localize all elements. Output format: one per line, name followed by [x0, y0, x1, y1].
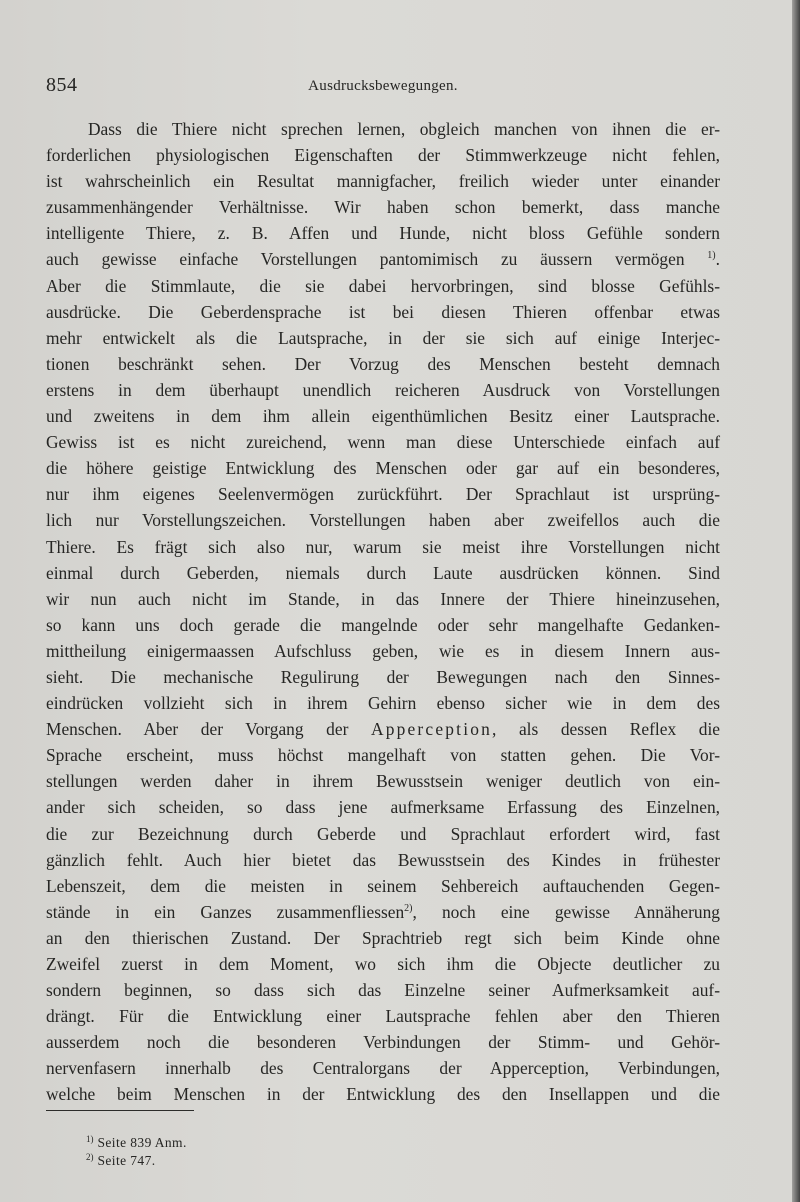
text-line: tionen beschränkt sehen. Der Vorzug des Menschen besteht demnach: [46, 353, 720, 374]
body-text: [46, 116, 720, 1108]
text-line: sondern beginnen, so dass sich das Einzelne seiner Aufmerksamkeit auf-: [46, 980, 720, 1001]
text-line: nervenfasern innerhalb des Centralorgans der Apperception, Verbindungen,: [46, 1058, 720, 1079]
text-line: einmal durch Geberden, niemals durch Laute ausdrücken können. Sind: [46, 562, 720, 583]
text-segment: , noch eine gewisse Annäherung: [412, 901, 720, 922]
text-line: gänzlich fehlt. Auch hier bietet das Bewusstsein des Kindes in frühester: [46, 849, 720, 870]
text-line: mehr entwickelt als die Lautsprache, in der sie sich auf einige Interjec-: [46, 327, 720, 348]
text-line: erstens in dem überhaupt unendlich reicheren Ausdruck von Vorstellungen: [46, 379, 720, 400]
text-line: wir nun auch nicht im Stande, in das Innere der Thiere hineinzusehen,: [46, 588, 720, 609]
footnote-text: Seite 839 Anm.: [97, 1135, 187, 1150]
text-line: Thiere. Es frägt sich also nur, warum sie meist ihre Vorstellungen nicht: [46, 536, 720, 557]
text-line: an den thierischen Zustand. Der Sprachtrieb regt sich beim Kinde ohne: [46, 927, 720, 948]
text-line: die höhere geistige Entwicklung des Menschen oder gar auf ein besonderes,: [46, 458, 720, 479]
text-line: Aber die Stimmlaute, die sie dabei hervorbringen, sind blosse Gefühls-: [46, 275, 720, 296]
text-segment: Menschen. Aber der Vorgang der: [46, 719, 349, 740]
text-line: forderlichen physiologischen Eigenschaften der Stimmwerkzeuge nicht fehlen,: [46, 145, 720, 166]
text-line: eindrücken vollzieht sich in ihrem Gehirn ebenso sicher wie in dem des: [46, 693, 720, 714]
text-line: sieht. Die mechanische Regulirung der Bewegungen nach den Sinnes-: [46, 666, 720, 687]
footnotes: [86, 1130, 187, 1166]
text-line: intelligente Thiere, z. B. Affen und Hunde, nicht bloss Gefühle sondern: [46, 223, 720, 244]
footnote-mark: 2): [86, 1152, 94, 1162]
text-line: nur ihm eigenes Seelenvermögen zurückführt. Der Sprachlaut ist ursprüng-: [46, 484, 720, 505]
text-line: Zweifel zuerst in dem Moment, wo sich ihm die Objecte deutlicher zu: [46, 954, 720, 974]
running-head: Ausdrucksbewegungen.: [308, 78, 458, 94]
footnote-divider: [46, 1110, 194, 1111]
text-segment: stände in ein Ganzes zusammenfliessen: [46, 901, 405, 922]
text-line: welche beim Menschen in der Entwicklung des den Insellappen und die: [46, 1084, 720, 1105]
footnote: [86, 1130, 187, 1148]
page-header: [46, 74, 720, 100]
text-line: ausdrücke. Die Geberdensprache ist bei diesen Thieren offenbar etwas: [46, 301, 720, 322]
text-line: Gewiss ist es nicht zureichend, wenn man diese Unterschiede einfach auf: [46, 432, 720, 453]
text-segment: auch gewisse einfache Vorstellungen pantomimisch zu äussern vermögen: [46, 249, 685, 270]
emphasis-apperception: Apperception: [370, 719, 493, 740]
text-line: zusammenhängender Verhältnisse. Wir haben schon bemerkt, dass manche: [46, 197, 720, 218]
text-line: und zweitens in dem ihm allein eigenthümlichen Besitz einer Lautsprache.: [46, 406, 720, 427]
text-segment: .: [715, 249, 720, 270]
footnote-mark: 1): [86, 1134, 94, 1144]
text-line: drängt. Für die Entwicklung einer Lautsprache fehlen aber den Thieren: [46, 1006, 720, 1027]
text-line: Lebenszeit, dem die meisten in seinem Sehbereich auftauchenden Gegen-: [46, 875, 720, 896]
text-line: Sprache erscheint, muss höchst mangelhaft von statten gehen. Die Vor-: [46, 745, 720, 766]
text-line: [46, 899, 720, 925]
text-line: ander sich scheiden, so dass jene aufmerksame Erfassung des Einzelnen,: [46, 797, 720, 818]
footnote-ref-2: 2): [404, 902, 413, 914]
text-line: lich nur Vorstellungszeichen. Vorstellungen haben aber zweifellos auch die: [46, 510, 720, 531]
text-line: ausserdem noch die besonderen Verbindungen der Stimm- und Gehör-: [46, 1032, 720, 1053]
text-line: mittheilung einigermaassen Aufschluss geben, wie es in diesem Innern aus-: [46, 640, 720, 661]
text-line: [46, 716, 720, 742]
text-line: ist wahrscheinlich ein Resultat mannigfacher, freilich wieder unter einander: [46, 171, 720, 192]
page-number: 854: [46, 74, 78, 96]
footnote-text: Seite 747.: [97, 1153, 156, 1168]
text-line: die zur Bezeichnung durch Geberde und Sprachlaut erfordert wird, fast: [46, 823, 720, 844]
text-segment: , als dessen Reflex die: [492, 719, 720, 740]
footnote-ref-1: 1): [707, 250, 716, 262]
footnote: [86, 1148, 187, 1166]
text-line: Dass die Thiere nicht sprechen lernen, obgleich manchen von ihnen die er-: [88, 119, 720, 139]
text-line: stellungen werden daher in ihrem Bewusstsein weniger deutlich von ein-: [46, 771, 720, 792]
text-line: so kann uns doch gerade die mangelnde oder sehr mangelhafte Gedanken-: [46, 614, 720, 635]
text-line: [46, 246, 720, 272]
